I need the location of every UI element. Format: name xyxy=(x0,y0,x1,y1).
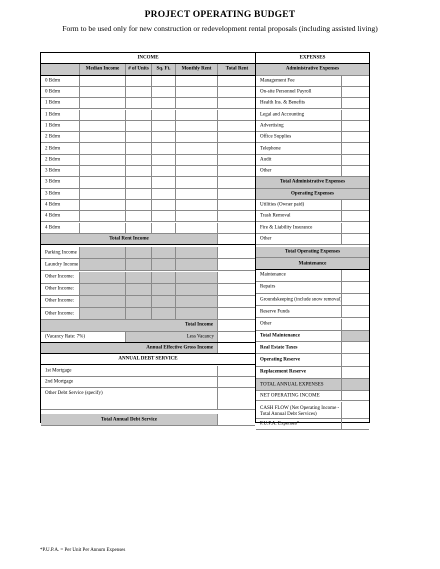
admin-item-label: Management Fee xyxy=(260,78,295,84)
total-admin-row xyxy=(256,177,369,188)
unit-row-cell[interactable] xyxy=(175,143,217,153)
total-annual-expenses-row-value[interactable] xyxy=(341,379,369,390)
unit-row-label: 0 Bdrm xyxy=(45,78,61,84)
column-header xyxy=(79,64,125,74)
admin-item-value[interactable] xyxy=(341,143,369,153)
maintenance-item-value[interactable] xyxy=(341,294,369,305)
maintenance-item xyxy=(256,270,369,282)
unit-row xyxy=(41,110,255,121)
unit-row-cell[interactable] xyxy=(175,200,217,210)
admin-item xyxy=(256,98,369,109)
debt-row xyxy=(41,377,255,388)
real-estate-taxes-row-label: Real Estate Taxes xyxy=(260,345,298,351)
unit-row-cell[interactable] xyxy=(151,98,175,108)
operating-item-value[interactable] xyxy=(341,223,369,233)
unit-row-cell[interactable] xyxy=(175,121,217,131)
income-column-headers xyxy=(41,64,255,75)
total-income-value[interactable] xyxy=(217,320,255,330)
total-operating-row-label: Total Operating Expenses xyxy=(284,249,341,255)
unit-row-cell[interactable] xyxy=(125,200,151,210)
maintenance-item xyxy=(256,306,369,318)
replacement-reserve-row xyxy=(256,367,369,379)
other-income-row-cell[interactable] xyxy=(217,247,256,258)
other-income-row-cell[interactable] xyxy=(79,296,125,307)
other-income-row-cell[interactable] xyxy=(151,247,175,258)
expenses-section xyxy=(256,53,369,427)
unit-row-cell[interactable] xyxy=(125,166,151,176)
unit-row-cell[interactable] xyxy=(79,110,125,120)
unit-row-cell[interactable] xyxy=(217,211,256,221)
replacement-reserve-row-label: Replacement Reserve xyxy=(260,369,306,375)
unit-row-cell[interactable] xyxy=(217,121,256,131)
maintenance-item-value[interactable] xyxy=(341,282,369,293)
admin-item xyxy=(256,132,369,143)
other-income-row xyxy=(41,259,255,271)
total-debt-value[interactable] xyxy=(217,414,255,424)
debt-row xyxy=(41,366,255,377)
total-rent-income-label: Total Rent Income xyxy=(109,236,149,242)
unit-row-cell[interactable] xyxy=(175,177,217,187)
page-title: PROJECT OPERATING BUDGET xyxy=(144,10,296,20)
footnote: *P.U.P.A. = Per Unit Per Annum Expenses xyxy=(40,548,126,553)
unit-row-cell[interactable] xyxy=(217,143,256,153)
unit-row-cell[interactable] xyxy=(151,87,175,97)
unit-row-cell[interactable] xyxy=(217,155,256,165)
maintenance-heading xyxy=(256,258,369,269)
pupa-row-value[interactable] xyxy=(341,419,369,429)
column-header xyxy=(217,64,256,74)
operating-item-label: Fire & Liability Insurance xyxy=(260,225,313,231)
unit-row-cell[interactable] xyxy=(175,155,217,165)
unit-row-cell[interactable] xyxy=(125,121,151,131)
admin-item-value[interactable] xyxy=(341,155,369,165)
admin-item xyxy=(256,87,369,98)
unit-row-cell[interactable] xyxy=(151,177,175,187)
debt-row-label: Other Debt Service (specify) xyxy=(45,391,103,397)
unit-row-label: 3 Bdrm xyxy=(45,179,61,185)
other-income-row-cell[interactable] xyxy=(125,296,151,307)
unit-row-cell[interactable] xyxy=(125,98,151,108)
unit-row-label: 1 Bdrm xyxy=(45,123,61,129)
admin-heading-label: Administrative Expenses xyxy=(285,66,340,72)
unit-row-label: 3 Bdrm xyxy=(45,191,61,197)
maintenance-item-label: Maintenance xyxy=(260,272,286,278)
income-heading-label: INCOME xyxy=(137,55,159,61)
real-estate-taxes-row-value[interactable] xyxy=(341,342,369,353)
unit-row-cell[interactable] xyxy=(151,155,175,165)
unit-row xyxy=(41,211,255,222)
unit-row-cell[interactable] xyxy=(217,132,256,142)
expenses-heading-label: EXPENSES xyxy=(299,55,326,61)
other-income-row-cell[interactable] xyxy=(79,284,125,295)
unit-row xyxy=(41,76,255,87)
unit-row-cell[interactable] xyxy=(125,155,151,165)
operating-item-label: Other xyxy=(260,236,272,242)
other-income-row-cell[interactable] xyxy=(151,272,175,283)
vacancy-row xyxy=(41,332,255,343)
unit-row-cell[interactable] xyxy=(151,200,175,210)
unit-row-cell[interactable] xyxy=(175,223,217,233)
unit-row-cell[interactable] xyxy=(217,200,256,210)
admin-item-label: Audit xyxy=(260,157,272,163)
unit-row-cell[interactable] xyxy=(175,132,217,142)
unit-row xyxy=(41,166,255,177)
other-income-row-cell[interactable] xyxy=(79,247,125,258)
maintenance-item-label: Repairs xyxy=(260,284,276,290)
other-income-row-cell[interactable] xyxy=(151,259,175,270)
unit-row-cell[interactable] xyxy=(79,76,125,86)
total-annual-expenses-row-label: TOTAL ANNUAL EXPENSES xyxy=(260,382,324,388)
other-income-row-label: Parking Income xyxy=(45,250,77,256)
unit-row-cell[interactable] xyxy=(151,132,175,142)
other-income-row-cell[interactable] xyxy=(175,308,217,319)
unit-row-cell[interactable] xyxy=(79,177,125,187)
admin-item-label: Other xyxy=(260,168,272,174)
operating-reserve-row-label: Operating Reserve xyxy=(260,357,301,363)
other-income-row-cell[interactable] xyxy=(79,272,125,283)
total-income-row xyxy=(41,320,255,331)
replacement-reserve-row-value[interactable] xyxy=(341,367,369,378)
other-income-row-cell[interactable] xyxy=(175,284,217,295)
unit-row xyxy=(41,200,255,211)
unit-row-cell[interactable] xyxy=(79,200,125,210)
other-income-row-cell[interactable] xyxy=(125,308,151,319)
pupa-row xyxy=(256,419,369,430)
other-income-row-cell[interactable] xyxy=(125,272,151,283)
other-income-row-cell[interactable] xyxy=(151,284,175,295)
other-income-row xyxy=(41,308,255,320)
total-maintenance-row-label: Total Maintenance xyxy=(260,333,300,339)
operating-item xyxy=(256,211,369,222)
other-income-row-cell[interactable] xyxy=(151,308,175,319)
admin-item xyxy=(256,143,369,154)
cash-flow-row xyxy=(256,402,369,419)
less-vacancy-label: Less Vacancy xyxy=(186,334,214,340)
other-income-row xyxy=(41,272,255,284)
other-income-row xyxy=(41,247,255,259)
unit-row-cell[interactable] xyxy=(151,223,175,233)
maintenance-item-label: Reserve Funds xyxy=(260,309,290,315)
admin-item xyxy=(256,121,369,132)
less-vacancy-value[interactable] xyxy=(217,332,255,342)
other-income-row-cell[interactable] xyxy=(217,272,256,283)
vacancy-shade xyxy=(125,332,217,342)
unit-row-cell[interactable] xyxy=(125,177,151,187)
admin-item-value[interactable] xyxy=(341,76,369,86)
column-header-label: Sq. Ft. xyxy=(156,66,171,72)
other-income-row-cell[interactable] xyxy=(151,296,175,307)
admin-item-value[interactable] xyxy=(341,110,369,120)
unit-row-cell[interactable] xyxy=(79,132,125,142)
unit-row-cell[interactable] xyxy=(79,223,125,233)
unit-row-cell[interactable] xyxy=(151,211,175,221)
unit-row-cell[interactable] xyxy=(175,166,217,176)
unit-row-cell[interactable] xyxy=(151,166,175,176)
unit-row-cell[interactable] xyxy=(217,98,256,108)
agi-value[interactable] xyxy=(217,343,255,353)
other-income-row-cell[interactable] xyxy=(79,308,125,319)
debt-heading xyxy=(41,354,255,365)
unit-row xyxy=(41,143,255,154)
other-income-row-cell[interactable] xyxy=(217,284,256,295)
unit-row-label: 4 Bdrm xyxy=(45,225,61,231)
unit-row-cell[interactable] xyxy=(79,189,125,199)
debt-value[interactable] xyxy=(217,377,255,387)
debt-value[interactable] xyxy=(217,366,255,376)
maintenance-item-value[interactable] xyxy=(341,319,369,330)
other-income-row-cell[interactable] xyxy=(175,259,217,270)
column-header-label: Monthly Rent xyxy=(181,66,212,72)
unit-row xyxy=(41,189,255,200)
unit-row-label: 2 Bdrm xyxy=(45,146,61,152)
unit-row xyxy=(41,155,255,166)
unit-row-cell[interactable] xyxy=(125,132,151,142)
admin-item-label: Office Supplies xyxy=(260,134,292,140)
page-subtitle: Form to be used only for new construction or redevelopment rental proposals (including assisted living) xyxy=(62,24,378,33)
unit-row-label: 4 Bdrm xyxy=(45,202,61,208)
total-income-label: Total Income xyxy=(184,322,213,328)
cash-flow-value[interactable] xyxy=(341,402,369,418)
maintenance-item xyxy=(256,282,369,294)
unit-row xyxy=(41,132,255,143)
unit-row xyxy=(41,177,255,188)
unit-row-label: 0 Bdrm xyxy=(45,89,61,95)
admin-item-value[interactable] xyxy=(341,87,369,97)
unit-row-cell[interactable] xyxy=(175,98,217,108)
maintenance-item xyxy=(256,319,369,331)
column-header xyxy=(151,64,175,74)
pupa-row-label: P.U.P.A. Expenses* xyxy=(260,421,300,427)
unit-row-cell[interactable] xyxy=(151,110,175,120)
unit-row-cell[interactable] xyxy=(125,211,151,221)
operating-reserve-row-value[interactable] xyxy=(341,354,369,365)
unit-row-cell[interactable] xyxy=(217,76,256,86)
admin-item xyxy=(256,155,369,166)
operating-item-value[interactable] xyxy=(341,200,369,210)
unit-row-cell[interactable] xyxy=(79,211,125,221)
unit-row-label: 1 Bdrm xyxy=(45,100,61,106)
unit-row-cell[interactable] xyxy=(151,189,175,199)
admin-item-value[interactable] xyxy=(341,132,369,142)
unit-row xyxy=(41,87,255,98)
debt-heading-label: ANNUAL DEBT SERVICE xyxy=(118,356,178,362)
income-heading xyxy=(41,53,255,64)
other-income-row-label: Laundry Income xyxy=(45,262,79,268)
other-income-row-cell[interactable] xyxy=(217,259,256,270)
other-income-row-cell[interactable] xyxy=(125,247,151,258)
admin-item xyxy=(256,76,369,87)
cash-flow-label: CASH FLOW (Net Operating Income - xyxy=(260,405,340,411)
other-income-row-cell[interactable] xyxy=(175,272,217,283)
total-annual-expenses-row xyxy=(256,379,369,391)
unit-row-label: 1 Bdrm xyxy=(45,112,61,118)
noi-row xyxy=(256,391,369,401)
cash-flow-label-2: Total Annual Debt Services) xyxy=(260,411,317,417)
maintenance-item-value[interactable] xyxy=(341,270,369,281)
unit-row-cell[interactable] xyxy=(175,76,217,86)
unit-row-cell[interactable] xyxy=(151,76,175,86)
total-admin-row-label: Total Administrative Expenses xyxy=(279,179,346,185)
real-estate-taxes-row xyxy=(256,342,369,354)
unit-row-cell[interactable] xyxy=(125,110,151,120)
unit-row-cell[interactable] xyxy=(175,110,217,120)
unit-row-label: 2 Bdrm xyxy=(45,157,61,163)
other-income-row-cell[interactable] xyxy=(175,247,217,258)
unit-row-cell[interactable] xyxy=(175,87,217,97)
unit-row-cell[interactable] xyxy=(217,177,256,187)
other-income-row-label: Other Income: xyxy=(45,274,75,280)
admin-item-value[interactable] xyxy=(341,121,369,131)
total-maintenance-row xyxy=(256,331,369,342)
admin-item xyxy=(256,166,369,177)
other-income-row-cell[interactable] xyxy=(217,296,256,307)
unit-row-label: 2 Bdrm xyxy=(45,134,61,140)
admin-item-label: On-site Personnel Payroll xyxy=(260,89,312,95)
admin-item-label: Legal and Accounting xyxy=(260,112,305,118)
other-income-row-label: Other Income: xyxy=(45,286,75,292)
admin-item-label: Advertising xyxy=(260,123,284,129)
operating-heading xyxy=(256,189,369,200)
admin-heading xyxy=(256,64,369,75)
admin-item-value[interactable] xyxy=(341,98,369,108)
unit-row-cell[interactable] xyxy=(151,143,175,153)
unit-row-cell[interactable] xyxy=(79,121,125,131)
budget-form xyxy=(40,52,370,427)
unit-row-cell[interactable] xyxy=(217,87,256,97)
operating-item xyxy=(256,223,369,234)
maintenance-item-label: Groundskeeping (include snow removal) xyxy=(260,297,342,303)
debt-value[interactable] xyxy=(217,388,255,409)
unit-row xyxy=(41,98,255,109)
unit-row-label: 3 Bdrm xyxy=(45,168,61,174)
operating-reserve-row xyxy=(256,354,369,366)
unit-row-cell[interactable] xyxy=(175,211,217,221)
column-header xyxy=(175,64,217,74)
unit-row-cell[interactable] xyxy=(125,189,151,199)
total-maintenance-row-value[interactable] xyxy=(341,331,369,341)
operating-item xyxy=(256,200,369,211)
unit-row-cell[interactable] xyxy=(125,143,151,153)
unit-row-cell[interactable] xyxy=(151,121,175,131)
unit-row-cell[interactable] xyxy=(79,143,125,153)
unit-row-cell[interactable] xyxy=(79,166,125,176)
maintenance-item-label: Other xyxy=(260,321,272,327)
unit-row-cell[interactable] xyxy=(79,98,125,108)
total-debt-row xyxy=(41,414,255,425)
operating-item-label: Trash Removal xyxy=(260,213,291,219)
agi-label: Annual Effective Gross Income xyxy=(146,345,213,351)
unit-row-cell[interactable] xyxy=(79,87,125,97)
admin-item-label: Health Ins. & Benefits xyxy=(260,100,305,106)
unit-row xyxy=(41,223,255,234)
admin-item-label: Telephone xyxy=(260,146,281,152)
other-income-row-cell[interactable] xyxy=(217,308,256,319)
total-rent-income-row xyxy=(41,234,255,245)
unit-row-cell[interactable] xyxy=(217,166,256,176)
noi-row-value[interactable] xyxy=(341,391,369,400)
unit-row-cell[interactable] xyxy=(175,189,217,199)
column-header-label: Median Income xyxy=(85,66,120,72)
maintenance-item-value[interactable] xyxy=(341,306,369,317)
column-header-label: Total Rent xyxy=(225,66,249,72)
agi-row xyxy=(41,343,255,354)
total-operating-row xyxy=(256,247,369,258)
other-income-row-label: Other Income: xyxy=(45,311,75,317)
unit-row-cell[interactable] xyxy=(79,155,125,165)
debt-row-label: 1st Mortgage xyxy=(45,368,72,374)
unit-row-cell[interactable] xyxy=(217,223,256,233)
other-income-row-cell[interactable] xyxy=(125,259,151,270)
operating-item xyxy=(256,234,369,245)
other-income-row-cell[interactable] xyxy=(175,296,217,307)
debt-row xyxy=(41,388,255,410)
other-income-row-cell[interactable] xyxy=(79,259,125,270)
operating-item-value[interactable] xyxy=(341,234,369,244)
unit-row-cell[interactable] xyxy=(217,189,256,199)
unit-row-cell[interactable] xyxy=(125,87,151,97)
vacancy-row-label: (Vacancy Rate: 7%) xyxy=(45,334,85,340)
other-income-row-cell[interactable] xyxy=(125,284,151,295)
column-header-label: # of Units xyxy=(128,66,149,72)
expenses-heading xyxy=(256,53,369,64)
other-income-row xyxy=(41,296,255,308)
admin-item xyxy=(256,110,369,121)
unit-row-cell[interactable] xyxy=(217,110,256,120)
total-rent-income-value[interactable] xyxy=(217,234,255,244)
unit-row xyxy=(41,121,255,132)
noi-row-label: NET OPERATING INCOME xyxy=(260,393,320,399)
unit-row-label: 4 Bdrm xyxy=(45,213,61,219)
debt-row-label: 2nd Mortgage xyxy=(45,379,74,385)
operating-item-label: Utilities (Owner paid) xyxy=(260,202,305,208)
operating-item-value[interactable] xyxy=(341,211,369,221)
admin-item-value[interactable] xyxy=(341,166,369,176)
other-income-row xyxy=(41,284,255,296)
operating-heading-label: Operating Expenses xyxy=(291,191,334,197)
unit-row-cell[interactable] xyxy=(125,223,151,233)
income-section xyxy=(41,53,256,422)
column-header xyxy=(125,64,151,74)
total-debt-label: Total Annual Debt Service xyxy=(100,417,158,423)
maintenance-item xyxy=(256,294,369,306)
maintenance-heading-label: Maintenance xyxy=(298,261,327,267)
unit-row-cell[interactable] xyxy=(125,76,151,86)
other-income-row-label: Other Income: xyxy=(45,298,75,304)
